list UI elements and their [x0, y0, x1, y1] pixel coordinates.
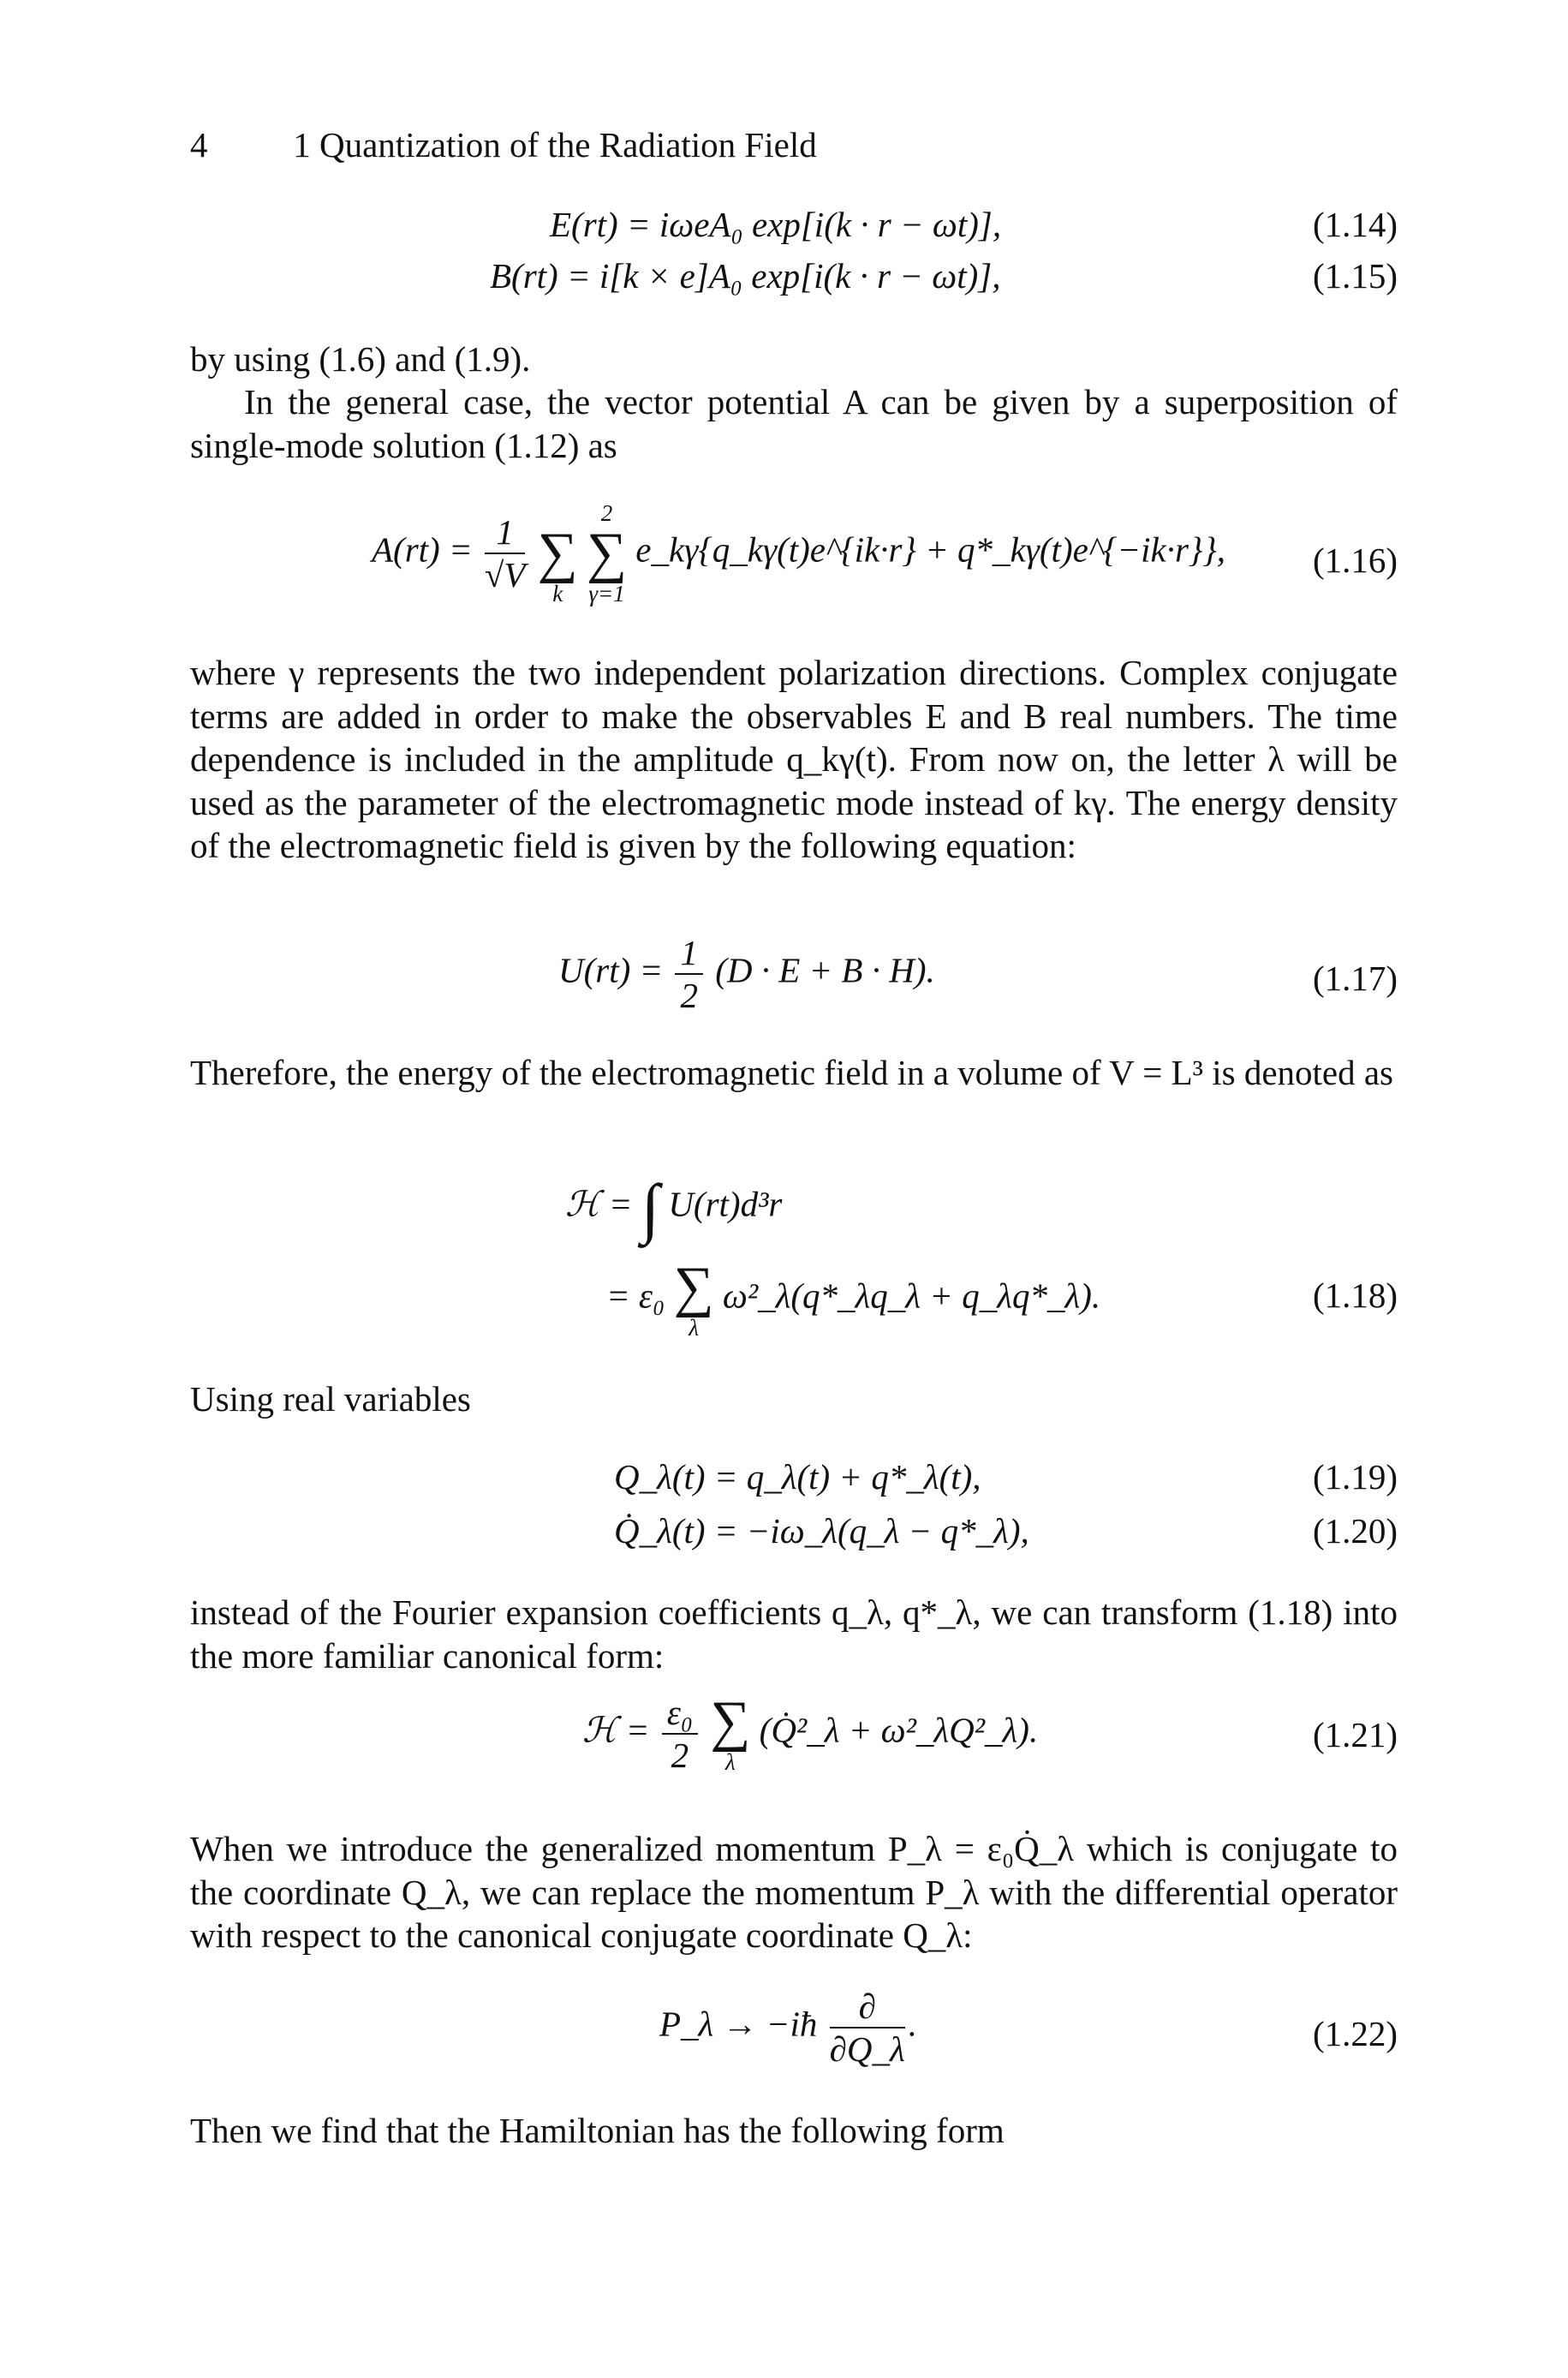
equation-number: (1.20)	[1312, 1511, 1398, 1550]
paragraph: Using real variables	[190, 1379, 471, 1419]
page-number: 4	[190, 125, 208, 164]
equation-number: (1.22)	[1312, 2014, 1398, 2053]
equation-number: (1.17)	[1312, 959, 1398, 998]
paragraph: Then we find that the Hamiltonian has the following form	[190, 2111, 1005, 2150]
equation-1-17	[190, 932, 1398, 1026]
equation-number: (1.21)	[1312, 1715, 1398, 1754]
paragraph: by using (1.6) and (1.9).	[190, 339, 531, 379]
equation-1-21	[190, 1692, 1398, 1795]
equation-number: (1.19)	[1312, 1457, 1398, 1497]
paragraph: instead of the Fourier expansion coefficients q_λ, q*_λ, we can transform (1.18) into the more familiar canonical form:	[190, 1592, 1398, 1676]
equation-1-20	[190, 1510, 1398, 1562]
paragraph: In the general case, the vector potential A can be given by a superposition of single-mode solution (1.12) as	[190, 382, 1398, 465]
equation-1-14	[190, 204, 1398, 255]
equation-number: (1.14)	[1312, 205, 1398, 244]
fraction: $\frac{1}{√V}$	[484, 512, 526, 594]
equation-body: ℋ = $\frac{\text{ε₀}}{2}$ ∑ λ (Q̇²_λ + ω²_λQ²_λ).	[582, 1690, 1039, 1775]
integral-sign: ∫	[641, 1170, 660, 1245]
equation-body: A(rt) = $\frac{1}{√V}$ ∑ k 2 ∑ γ=1 e_kγ{q_kγ(t)e^{ik·r} + q*_kγ(t)e^{−ik·r}},	[372, 500, 1225, 606]
equation-1-16	[190, 501, 1398, 630]
summation-lambda: ∑ λ	[710, 1690, 751, 1775]
equation-1-18-line-2	[190, 1256, 1398, 1353]
equation-body: Q_λ(t) = q_λ(t) + q*_λ(t),	[614, 1457, 981, 1497]
equation-1-15	[190, 255, 1398, 307]
running-title: 1 Quantization of the Radiation Field	[293, 125, 817, 164]
equation-body: Q̇_λ(t) = −iω_λ(q_λ − q*_λ),	[614, 1511, 1029, 1550]
equation-number: (1.18)	[1312, 1276, 1398, 1315]
paragraph: When we introduce the generalized momentum P_λ = ε₀Q̇_λ which is conjugate to the coordinate Q_λ, we can replace the momentum P_λ with the differential operator with respect to the canonical conjugate coordinate Q_λ:	[190, 1829, 1398, 1955]
summation-k: ∑ k	[537, 522, 578, 606]
paragraph: where γ represents the two independent polarization directions. Complex conjugate terms are added in order to make the observables E and B real numbers. The time dependence is included in the amplitude q_kγ(t). From now on, the letter λ will be used as the parameter of the electromagnetic mode instead of kγ. The energy density of the electromagnetic field is given by the following equation:	[190, 653, 1398, 865]
equation-body: ℋ = ∫ U(rt)d³r	[565, 1170, 783, 1245]
equation-number: (1.15)	[1312, 256, 1398, 296]
equation-1-22	[190, 1986, 1398, 2080]
summation-lambda: ∑ λ	[673, 1256, 714, 1341]
equation-body: P_λ → −iħ $\frac{\partial}{\partial Q\_\lambda}$ .	[659, 1987, 918, 2069]
fraction: $\frac{\text{ε₀}}{2}$	[662, 1692, 698, 1776]
equation-1-18-line-1	[190, 1169, 1398, 1246]
equation-body: = ε₀ ∑ λ ω²_λ(q*_λq_λ + q_λq*_λ).	[606, 1256, 1101, 1341]
fraction: $\frac{\partial}{\partial Q\_\lambda}$	[829, 1987, 905, 2069]
equation-body: E(rt) = iωeA₀ exp[i(k · r − ωt)],	[550, 205, 1002, 244]
paragraph: Therefore, the energy of the electromagnetic field in a volume of V = L³ is denoted as	[190, 1053, 1394, 1092]
fraction: $\frac{1}{2}$	[675, 932, 703, 1016]
equation-1-19	[190, 1456, 1398, 1508]
equation-body: U(rt) = $\frac{1}{2}$ (D · E + B · H).	[558, 933, 935, 1015]
summation-gamma: 2 ∑ γ=1	[586, 500, 628, 606]
equation-number: (1.16)	[1312, 541, 1398, 580]
running-header	[190, 124, 817, 165]
equation-body: B(rt) = i[k × e]A₀ exp[i(k · r − ωt)],	[490, 256, 1001, 296]
